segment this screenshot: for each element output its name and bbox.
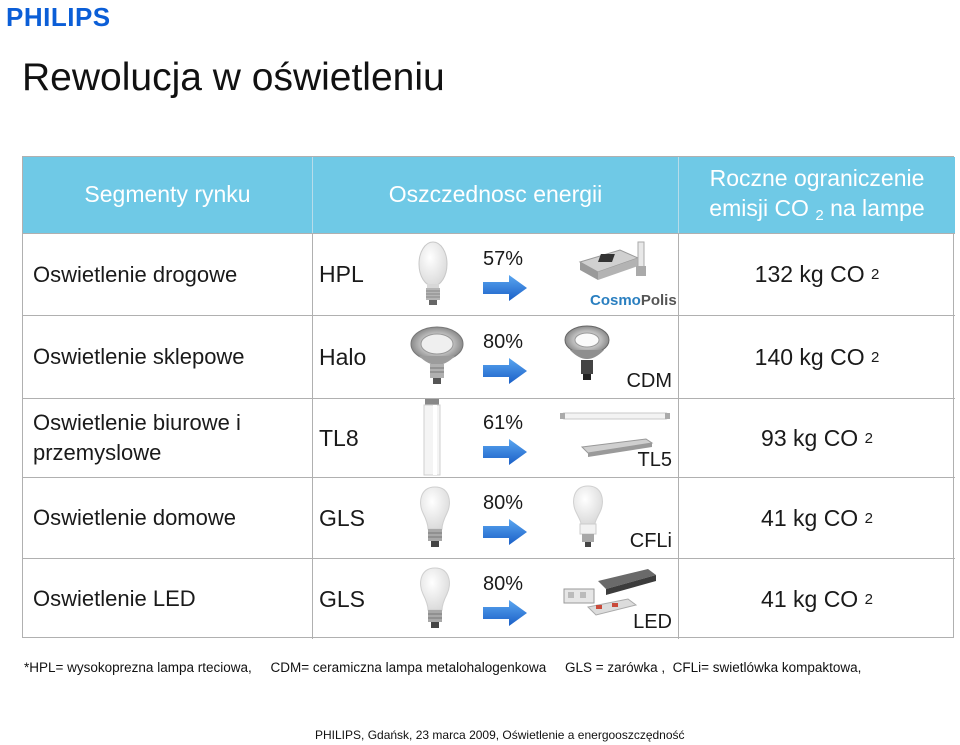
new-lamp-label: TL5 [637,449,672,471]
old-lamp-image [409,233,473,315]
segment-office-line1: Oswietlenie biurowe i [33,410,241,436]
page-title: Rewolucja w oświetleniu [22,56,445,99]
segment-shop: Oswietlenie sklepowe [23,315,313,398]
tl8-tube-icon [417,399,447,477]
segment-office [23,398,313,477]
new-lamp-led [556,558,679,639]
co2-home: 41 kg CO 2 [679,477,955,558]
new-lamp-tl5 [556,398,679,477]
philips-logo: PHILIPS [6,2,111,32]
cosmopolis-logo: CosmoPolis [590,292,677,309]
arrow-right-icon [483,600,527,626]
gls-bulb-icon [415,566,455,632]
saving-road [473,233,556,315]
saving-percent: 80% [483,330,524,353]
new-lamp-label: LED [633,611,672,633]
arrow-right-icon [483,439,527,465]
header-savings: Oszczednosc energii [313,157,679,233]
old-lamp-hpl: HPL [313,233,409,315]
gls-bulb-icon [415,485,455,551]
new-lamp-cosmopolis [556,233,679,315]
saving-led [473,558,556,639]
comparison-table [22,156,954,638]
segment-road: Oswietlenie drogowe [23,233,313,315]
cfli-bulb-icon [568,484,608,550]
arrow-right-icon [483,519,527,545]
saving-office [473,398,556,477]
footnote: *HPL= wysokoprezna lampa rteciowa, CDM= ceramiczna lampa metalohalogenkowa GLS = zarówka , CFLi= swietlówka kompaktowa, [24,660,862,675]
new-lamp-label: CFLi [629,530,672,552]
header-reduction [679,157,955,233]
halogen-reflector-icon [409,324,465,390]
header-reduction-line2: emisji CO $_2$ na lampe [709,195,925,225]
hpl-bulb-icon [413,240,453,310]
arrow-right-icon [483,275,527,301]
co2-shop: 140 kg CO 2 [679,315,955,398]
saving-home [473,477,556,558]
saving-percent: 61% [483,411,524,434]
old-lamp-image [409,398,473,477]
saving-percent: 80% [483,491,524,514]
header-segments: Segmenty rynku [23,157,313,233]
saving-shop [473,315,556,398]
saving-percent: 80% [483,572,524,595]
co2-office: 93 kg CO 2 [679,398,955,477]
arrow-right-icon [483,358,527,384]
old-lamp-gls: GLS [313,558,409,639]
old-lamp-image [409,315,473,398]
segment-home: Oswietlenie domowe [23,477,313,558]
old-lamp-image [409,558,473,639]
cdm-reflector-icon [562,324,612,384]
co2-road: 132 kg CO 2 [679,233,955,315]
segment-office-line2: przemyslowe [33,440,162,465]
co2-led: 41 kg CO 2 [679,558,955,639]
new-lamp-label: CDM [626,370,672,392]
new-lamp-cdm [556,315,679,398]
old-lamp-gls: GLS [313,477,409,558]
slide-footer: PHILIPS, Gdańsk, 23 marca 2009, Oświetlenie a energooszczędność [315,728,685,742]
old-lamp-halo: Halo [313,315,409,398]
saving-percent: 57% [483,248,524,270]
header-reduction-line1: Roczne ograniczenie [709,165,925,192]
old-lamp-tl8: TL8 [313,398,409,477]
cosmopolis-ballast-icon [576,240,660,288]
segment-led: Oswietlenie LED [23,558,313,639]
new-lamp-cfli [556,477,679,558]
old-lamp-image [409,477,473,558]
